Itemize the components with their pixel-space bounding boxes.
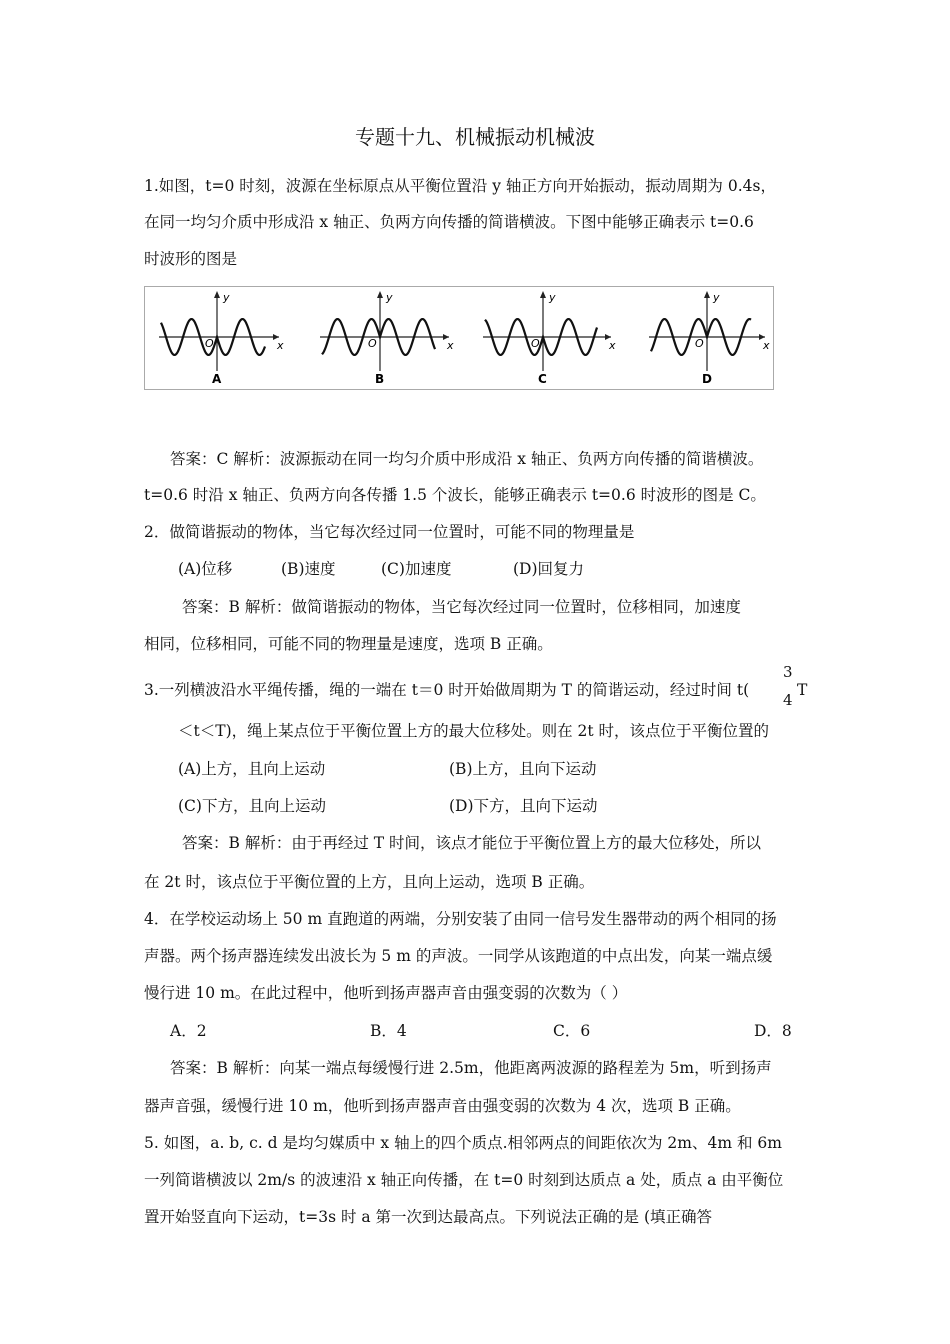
- y-axis-label-a: y: [223, 291, 230, 304]
- q2-option-d: (D)回复力: [513, 560, 585, 578]
- y-axis-arrow-a: [214, 291, 220, 298]
- q4-option-a: A．2: [170, 1022, 207, 1040]
- q2-answer-line-1: 答案：B 解析：做简谐振动的物体，当它每次经过同一位置时，位移相同，加速度: [182, 598, 741, 616]
- q3-option-b: (B)上方，且向下运动: [449, 760, 597, 778]
- q3-stem-period: T: [797, 681, 808, 699]
- option-label-d: D: [702, 372, 712, 386]
- q2-option-b: (B)速度: [281, 560, 336, 578]
- option-label-b: B: [375, 372, 385, 386]
- q5-stem-line-3: 置开始竖直向下运动，t=3s 时 a 第一次到达最高点。下列说法正确的是 (填正确答: [144, 1208, 713, 1226]
- origin-label-c: O: [531, 337, 540, 350]
- y-axis-label-d: y: [713, 291, 720, 304]
- q2-answer-line-2: 相同，位移相同，可能不同的物理量是速度，选项 B 正确。: [144, 635, 553, 653]
- q5-stem-line-1: 5. 如图，a. b, c. d 是均匀媒质中 x 轴上的四个质点.相邻两点的间距依次为 2m、4m 和 6m: [144, 1134, 782, 1152]
- q4-stem-line-1: 4．在学校运动场上 50 m 直跑道的两端，分别安装了由同一信号发生器带动的两个相同的扬: [144, 910, 777, 928]
- q4-option-c: C．6: [553, 1022, 591, 1040]
- q5-stem-line-2: 一列简谐横波以 2m/s 的波速沿 x 轴正向传播，在 t=0 时刻到达质点 a 处，质点 a 由平衡位: [144, 1171, 784, 1189]
- origin-label-d: O: [695, 337, 704, 350]
- q3-option-c: (C)下方，且向上运动: [178, 797, 326, 815]
- x-axis-label-a: x: [277, 339, 284, 352]
- y-axis-label-b: y: [386, 291, 393, 304]
- q1-answer-line-1: 答案：C 解析：波源振动在同一均匀介质中形成沿 x 轴正、负两方向传播的简谐横波。: [170, 450, 764, 468]
- q3-answer-line-2: 在 2t 时，该点位于平衡位置的上方，且向上运动，选项 B 正确。: [144, 873, 595, 891]
- q1-stem-line-1: 1.如图，t=0 时刻，波源在坐标原点从平衡位置沿 y 轴正方向开始振动，振动周期为 0.4s，: [144, 177, 776, 195]
- q3-answer-line-1: 答案：B 解析：由于再经过 T 时间，该点才能位于平衡位置上方的最大位移处，所以: [182, 834, 762, 852]
- option-label-a: A: [212, 372, 222, 386]
- origin-label-a: O: [205, 337, 214, 350]
- q4-answer-line-2: 器声音强，缓慢行进 10 m，他听到扬声器声音由强变弱的次数为 4 次，选项 B 正确。: [144, 1097, 741, 1115]
- x-axis-label-b: x: [447, 339, 454, 352]
- q1-stem-line-3: 时波形的图是: [144, 250, 238, 268]
- x-axis-label-d: x: [763, 339, 770, 352]
- wave-graphs: [145, 287, 773, 389]
- q4-answer-line-1: 答案：B 解析：向某一端点每缓慢行进 2.5m，他距离两波源的路程差为 5m，听到扬声: [170, 1059, 772, 1077]
- q3-option-d: (D)下方，且向下运动: [449, 797, 598, 815]
- q2-option-a: (A)位移: [178, 560, 233, 578]
- q1-stem-line-2: 在同一均匀介质中形成沿 x 轴正、负两方向传播的简谐横波。下图中能够正确表示 t=0.6: [144, 213, 754, 231]
- x-axis-label-c: x: [609, 339, 616, 352]
- q4-stem-line-3: 慢行进 10 m。在此过程中，他听到扬声器声音由强变弱的次数为（ ）: [144, 984, 628, 1002]
- q1-answer-line-2: t=0.6 时沿 x 轴正、负两方向各传播 1.5 个波长，能够正确表示 t=0.6 时波形的图是 C。: [144, 486, 766, 504]
- y-axis-arrow-b: [377, 291, 383, 298]
- q1-wave-figure: [144, 286, 774, 390]
- q4-option-d: D．8: [754, 1022, 792, 1040]
- q4-option-b: B．4: [370, 1022, 407, 1040]
- q2-option-c: (C)加速度: [381, 560, 452, 578]
- y-axis-label-c: y: [549, 291, 556, 304]
- q3-stem-line-2: ＜t＜T)，绳上某点位于平衡位置上方的最大位移处。则在 2t 时，该点位于平衡位置的: [178, 722, 770, 740]
- q3-option-a: (A)上方，且向上运动: [178, 760, 326, 778]
- origin-label-b: O: [368, 337, 377, 350]
- y-axis-arrow-c: [540, 291, 546, 298]
- q3-fraction-numerator: 3: [783, 663, 793, 681]
- q2-stem: 2．做简谐振动的物体，当它每次经过同一位置时，可能不同的物理量是: [144, 523, 635, 541]
- y-axis-arrow-d: [704, 291, 710, 298]
- q3-fraction-denominator: 4: [783, 691, 793, 709]
- q4-stem-line-2: 声器。两个扬声器连续发出波长为 5 m 的声波。一同学从该跑道的中点出发，向某一端点缓: [144, 947, 773, 965]
- option-label-c: C: [538, 372, 547, 386]
- page-title: 专题十九、机械振动机械波: [355, 125, 595, 149]
- q3-stem-line-1: 3.一列横波沿水平绳传播，绳的一端在 t＝0 时开始做周期为 T 的简谐运动，经过时间 t(: [144, 681, 750, 699]
